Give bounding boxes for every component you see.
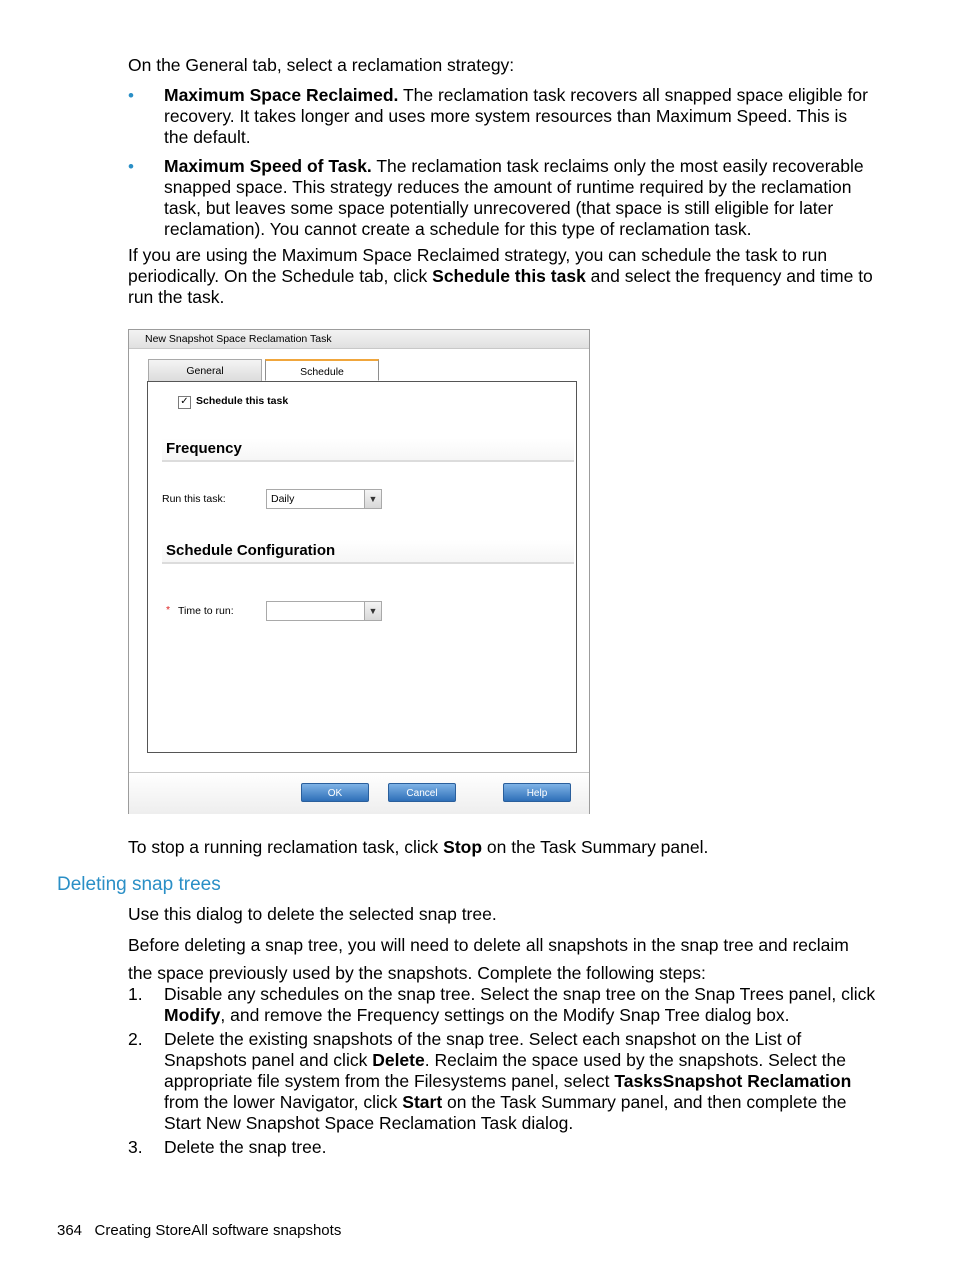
schedule-para-bold: Schedule this task: [432, 266, 586, 286]
bullet-body: The reclamation task reclaims only the most easily recoverable snapped space. This strategy reduces the amount of runtime required by the reclamation task, but leaves some space potentially unrecovered (that space is still eligible for later reclamation). You cannot create a schedule for this type of reclamation task.: [164, 156, 864, 239]
schedule-para-post: and select the frequency and time to run the task.: [128, 266, 873, 307]
schedule-task-label: Schedule this task: [196, 395, 289, 407]
stop-para-post: on the Task Summary panel.: [482, 837, 709, 857]
step-bold-text: Start: [402, 1092, 443, 1112]
bullet-item-speed: [164, 156, 876, 240]
delete-paragraph: Before deleting a snap tree, you will need to delete all snapshots in the snap tree and reclaim the space previously used by the snapshots. Complete the following steps:: [128, 935, 849, 983]
step-bold-text: TasksSnapshot Reclamation: [614, 1071, 852, 1091]
step-text: . Reclaim the space used by the snapshots. Select the appropriate file system from the Filesystems panel, select: [164, 1050, 846, 1091]
step-number: 1.: [128, 984, 143, 1004]
step-item: [164, 1137, 876, 1158]
step-text: , and remove the Frequency settings on the Modify Snap Tree dialog box.: [220, 1005, 790, 1025]
step-text: on the Task Summary panel, and then complete the Start New Snapshot Space Reclamation Task dialog.: [164, 1092, 847, 1133]
time-to-run-label: Time to run:: [178, 605, 234, 617]
step-number: 3.: [128, 1137, 143, 1157]
page-footer: 364 Creating StoreAll software snapshots: [57, 1222, 342, 1239]
step-bold-text: Modify: [164, 1005, 221, 1025]
chevron-down-icon[interactable]: ▼: [364, 490, 381, 508]
stop-paragraph: [128, 837, 873, 858]
step-number: 2.: [128, 1029, 143, 1049]
step-item: [164, 984, 876, 1026]
delete-intro: Use this dialog to delete the selected snap tree.: [128, 904, 497, 924]
bullet-bold: Maximum Speed of Task.: [164, 156, 372, 176]
schedule-config-heading: Schedule Configuration: [162, 540, 574, 564]
ok-button[interactable]: OK: [301, 783, 369, 802]
schedule-tab-panel: [147, 381, 577, 753]
schedule-task-checkbox[interactable]: [178, 396, 191, 409]
bullet-icon: •: [128, 86, 134, 105]
step-item: [164, 1029, 876, 1134]
chevron-down-icon[interactable]: ▼: [364, 602, 381, 620]
step-text: Delete the snap tree.: [164, 1137, 327, 1157]
run-task-value: Daily: [271, 493, 295, 505]
dialog-title: New Snapshot Space Reclamation Task: [129, 330, 589, 349]
tab-schedule[interactable]: Schedule: [265, 359, 379, 381]
run-task-label: Run this task:: [162, 493, 226, 505]
reclamation-task-dialog: [128, 329, 590, 814]
step-bold-text: Delete: [372, 1050, 425, 1070]
cancel-button[interactable]: Cancel: [388, 783, 456, 802]
time-to-run-select[interactable]: [266, 601, 382, 621]
schedule-paragraph: [128, 245, 873, 308]
step-text: Delete the existing snapshots of the snap tree. Select each snapshot on the List of Snapshots panel and click: [164, 1029, 802, 1070]
schedule-para-pre: If you are using the Maximum Space Reclaimed strategy, you can schedule the task to run periodically. On the Schedule tab, click: [128, 245, 828, 286]
intro-text: On the General tab, select a reclamation strategy:: [128, 55, 515, 75]
dialog-button-bar: [129, 772, 589, 814]
step-text: from the lower Navigator, click: [164, 1092, 403, 1112]
frequency-heading: Frequency: [162, 438, 574, 462]
tab-general[interactable]: General: [148, 359, 262, 381]
bullet-body: The reclamation task recovers all snapped space eligible for recovery. It takes longer and uses more system resources than Maximum Speed. This is the default.: [164, 85, 868, 147]
step-text: Disable any schedules on the snap tree. Select the snap tree on the Snap Trees panel, click: [164, 984, 876, 1004]
check-icon: ✓: [180, 396, 189, 407]
bullet-item-space: [164, 85, 876, 148]
section-heading: Deleting snap trees: [57, 874, 221, 895]
stop-para-pre: To stop a running reclamation task, click: [128, 837, 444, 857]
bullet-icon: •: [128, 157, 134, 176]
required-icon: *: [166, 604, 171, 616]
bullet-bold: Maximum Space Reclaimed.: [164, 85, 399, 105]
help-button[interactable]: Help: [503, 783, 571, 802]
run-task-select[interactable]: [266, 489, 382, 509]
stop-para-bold: Stop: [443, 837, 483, 857]
